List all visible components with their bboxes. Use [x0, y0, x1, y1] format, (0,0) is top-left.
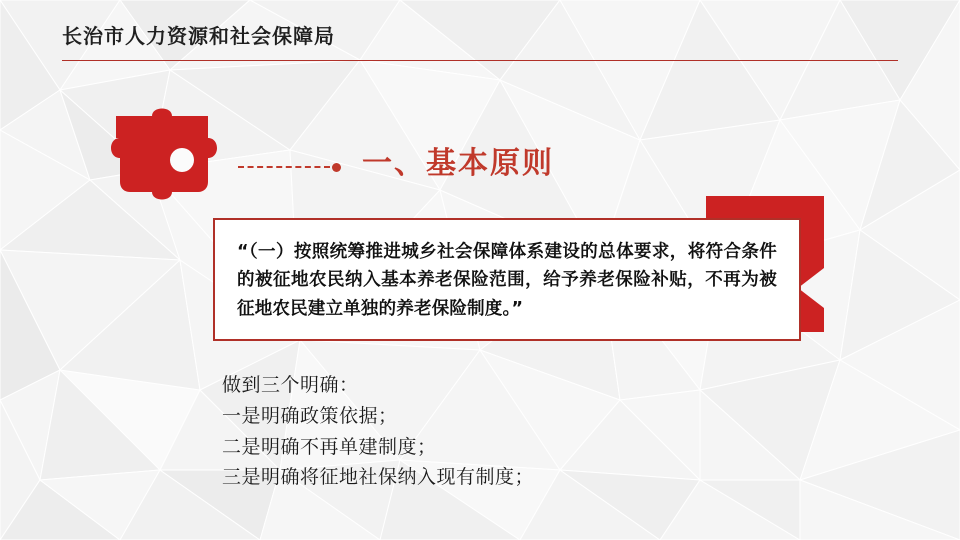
- bullet-list: [222, 370, 534, 493]
- section-title: 一、基本原则: [362, 146, 554, 181]
- connector-line: [238, 166, 330, 168]
- connector-dot: [332, 163, 341, 172]
- list-item: 一是明确政策依据；: [222, 404, 398, 427]
- header-divider: [62, 60, 898, 61]
- dotted-connector-icon: [238, 163, 350, 171]
- list-item: 三是明确将征地社保纳入现有制度；: [222, 466, 535, 489]
- bullet-heading: 做到三个明确：: [222, 374, 359, 396]
- puzzle-piece-icon: [108, 108, 240, 208]
- quote-box: [213, 218, 801, 341]
- quote-text: “（一）按照统筹推进城乡社会保障体系建设的总体要求，将符合条件的被征地农民纳入基本养老保险范围，给予养老保险补贴，不再为被征地农民建立单独的养老保险制度。”: [237, 242, 777, 319]
- organization-title: 长治市人力资源和社会保障局: [62, 24, 335, 48]
- slide-header: [0, 0, 960, 62]
- list-item: 二是明确不再单建制度；: [222, 435, 437, 458]
